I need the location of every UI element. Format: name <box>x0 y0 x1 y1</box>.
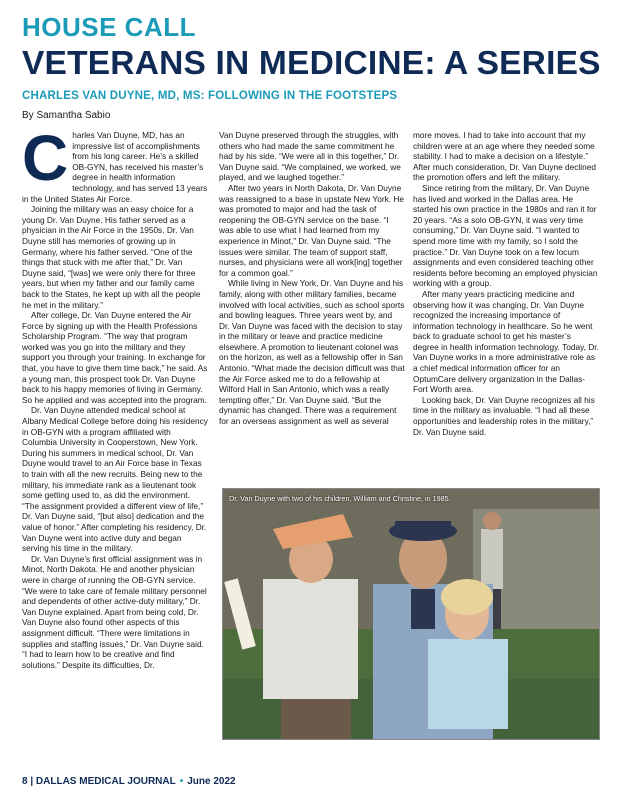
headline: VETERANS IN MEDICINE: A SERIES <box>22 45 601 82</box>
article-column-1 <box>22 122 208 670</box>
paragraph: While living in New York, Dr. Van Duyne and his family, along with other military families, became involved with local activities, such as school sports and bowling leagues. Three years went by, and Dr. Van Duyne was faced with the decision to stay in the military or leave and practice medicine elsewhere. A promotion to lieutenant colonel was on the horizon, as well as a fellowship offer in San Antonio. “What made the decision difficult was that the Air Force asked me to do a fellowship at Wilford Hall in San Antonio, which was a really tempting offer,” Dr. Van Duyne said. “But the dynamic has changed. There was a requirement for an overseas assignment as well as several <box>219 278 405 427</box>
footer-publication: 8 | DALLAS MEDICAL JOURNAL <box>22 776 176 787</box>
page-footer <box>22 776 236 787</box>
paragraph: After many years practicing medicine and observing how it was changing, Dr. Van Duyne recognized the increasing importance of information technology in healthcare. So he went back to graduate school to get his master’s degree in health information technology. Today, Dr. Van Duyne works in a more administrative role as a chief medical information officer for an OptumCare delivery organization in the Dallas-Fort Worth area. <box>413 288 599 395</box>
section-kicker: HOUSE CALL <box>22 12 196 42</box>
paragraph: Since retiring from the military, Dr. Van Duyne has lived and worked in the Dallas area. He started his own practice in the 1980s and ran it for 20 years. “As a solo OB-GYN, it was very time consuming,” Dr. Van Duyne said. “I wanted to spend more time with my family, so I sold the practice.” Dr. Van Duyne took on a few locum assignments and even considered teaching other residents before becoming an employed physician working with a group. <box>413 182 598 289</box>
photo-illustration <box>223 489 600 740</box>
article-column-2 <box>219 130 405 427</box>
subheadline: CHARLES VAN DUYNE, MD, MS: FOLLOWING IN THE FOOTSTEPS <box>22 90 398 102</box>
paragraph: more moves. I had to take into account that my children were at an age where they needed some stability. I had to make a decision on a lifestyle.” After much consideration, Dr. Van Duyne declined the promotion offers and left the military. <box>413 130 596 183</box>
paragraph: Charles Van Duyne, MD, has an impressive list of accomplishments from his long career. He’s a skilled OB-GYN, has received his master’s degree in health information technology, and has served 13 years in the United States Air Force. <box>22 122 208 204</box>
paragraph: After college, Dr. Van Duyne entered the Air Force by signing up with the Health Professions Scholarship Program. “The way that program worked was you go into the military and they support you through your training. In exchange for that, you have to give them time back,” he said. As a young man, this prospect took Dr. Van Duyne back to his happy memories of living in Germany. So he applied and was accepted into the program. <box>22 310 208 405</box>
paragraph: After two years in North Dakota, Dr. Van Duyne was reassigned to a base in upstate New York. He was promoted to major and had the task of reopening the OB-GYN service on the base. “I was able to use what I had learned from my experience in Minot,” Dr. Van Duyne said. “The issues were similar. The team of support staff, nurses, and physicians were all work[ing] together for a common goal.” <box>219 182 404 278</box>
article-column-3 <box>413 130 599 437</box>
footer-separator: • <box>179 776 184 787</box>
footer-date: June 2022 <box>187 776 236 787</box>
paragraph: Joining the military was an easy choice for a young Dr. Van Duyne. His father served as a physician in the Air Force in the 1950s. Dr. Van Duyne still has memories of growing up in Germany, where his father served. “One of the things that stuck with me after that,” Dr. Van Duyne said, “[was] we were only there for three years, but when my father and our family came back to the States, he kept up with all the people he met in the military.” <box>22 204 201 310</box>
paragraph: Dr. Van Duyne’s first official assignment was in Minot, North Dakota. He and another physician were in charge of running the OB-GYN service. “We were to take care of female military personnel and dependents of other active-duty military,” Dr. Van Duyne explained. Apart from being cold, Dr. Van Duyne also found other aspects of this assignment difficult. “There were limitations in supplies and staffing issues,” Dr. Van Duyne said. “I had to learn how to be creative and find solutions.” Despite its difficulties, Dr. <box>22 553 207 670</box>
photo-caption: Dr. Van Duyne with two of his children, William and Christine, in 1985. <box>229 494 451 503</box>
paragraph: Looking back, Dr. Van Duyne recognizes all his time in the military as invaluable. “I had all these opportunities and leadership roles in the military,” Dr. Van Duyne said. <box>413 394 595 437</box>
paragraph: Dr. Van Duyne attended medical school at Albany Medical College before doing his residency in OB-GYN with a program affiliated with Columbia University in Cooperstown, New York. During his summers in medical school, Dr. Van Duyne would travel to an Air Force base in Texas to train with all the new recruits. Being new to the military, his immediate rank as a lieutenant took some getting used to, as did the environment. “The assignment provided a different view of life,” Dr. Van Duyne said, “[but also] dedication and the value of honor.” After completing his residency, Dr. Van Duyne went into active duty and began serving his time in the military. <box>22 405 208 554</box>
paragraph: Van Duyne preserved through the struggles, with others who had made the same commitment he had by his side. “We were all in this together,” Dr. Van Duyne said. “We complained, we worked, we played, and we laughed together.” <box>219 130 401 183</box>
drop-cap: C <box>22 122 69 194</box>
byline: By Samantha Sabio <box>22 110 111 121</box>
family-photo <box>222 488 600 740</box>
